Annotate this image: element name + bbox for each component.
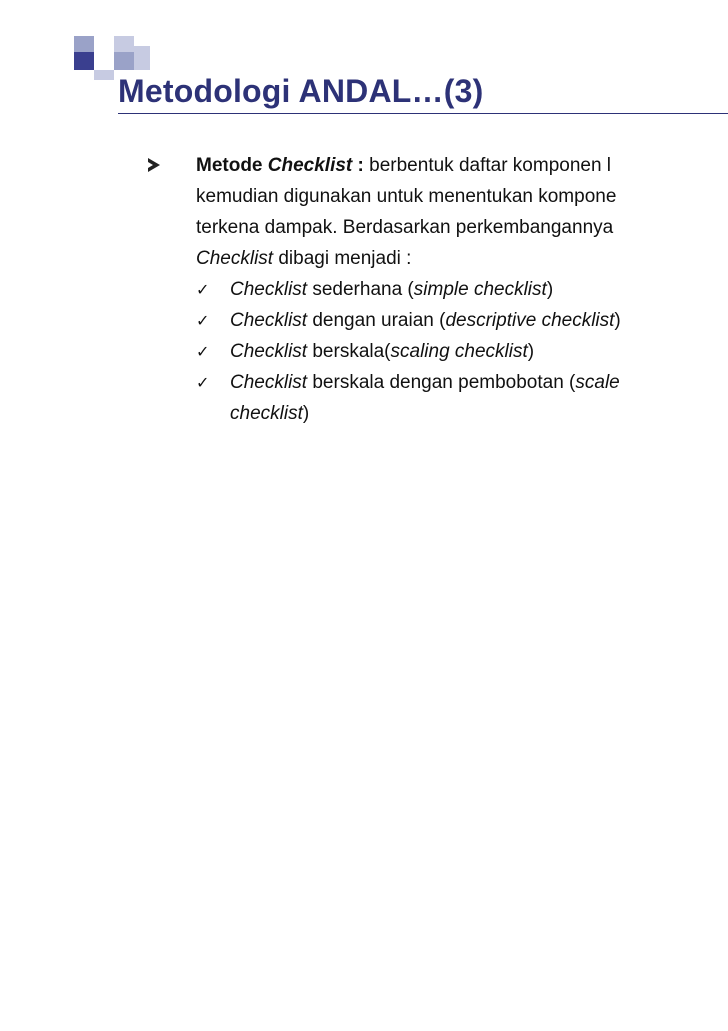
main-bullet-line-3: terkena dampak. Berdasarkan perkembangannya <box>196 217 614 238</box>
main-bullet-line-2: kemudian digunakan untuk menentukan kompone <box>196 186 617 207</box>
list-item: ✓ Checklist dengan uraian (descriptive checklist) <box>148 305 728 336</box>
list-item-continuation: checklist) <box>230 403 310 424</box>
list-item: ✓ Checklist berskala(scaling checklist) <box>148 336 728 367</box>
main-bullet-line-4: Checklist dibagi menjadi : <box>196 248 412 269</box>
arrow-bullet-icon <box>148 158 160 172</box>
list-item: ✓ Checklist berskala dengan pembobotan (scale checklist) <box>148 367 728 429</box>
list-item: ✓ Checklist sederhana (simple checklist) <box>148 274 728 305</box>
checkmark-icon: ✓ <box>196 342 210 361</box>
slide-title: Metodologi ANDAL…(3) <box>118 73 484 109</box>
main-bullet-line-1: Metode Checklist : berbentuk daftar komponen l <box>196 155 612 176</box>
checkmark-icon: ✓ <box>196 373 210 392</box>
checklist-sub-list <box>148 274 728 429</box>
checkmark-icon: ✓ <box>196 311 210 330</box>
main-bullet <box>148 150 728 274</box>
title-underline <box>118 113 728 114</box>
checkmark-icon: ✓ <box>196 280 210 299</box>
slide-content <box>148 150 728 429</box>
